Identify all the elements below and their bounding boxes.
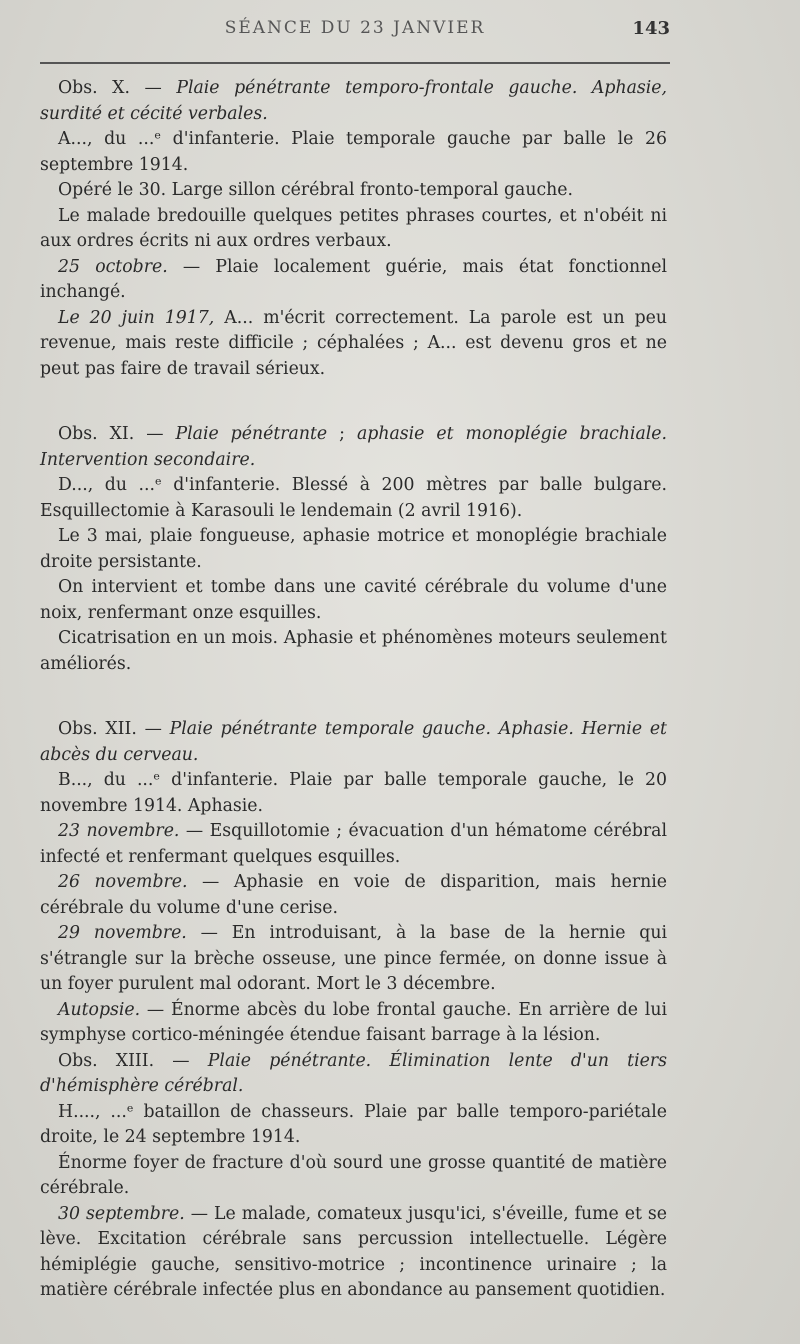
obs-x-paragraph bbox=[40, 255, 667, 306]
obs-xi-paragraph: Cicatrisation en un mois. Aphasie et phénomènes moteurs seulement améliorés. bbox=[40, 628, 667, 674]
obs-xii-paragraph bbox=[40, 819, 667, 870]
obs-xiii-paragraph: Énorme foyer de fracture d'où sourd une grosse quantité de matière cérébrale. bbox=[40, 1152, 667, 1198]
obs-xii-paragraph bbox=[40, 870, 667, 921]
obs-xiii-paragraph: H...., ...ᵉ bataillon de chasseurs. Plaie par balle temporo-pariétale droite, le 24 septembre 1914. bbox=[40, 1101, 667, 1147]
obs-xiii-label: Obs. XIII. — bbox=[58, 1050, 208, 1071]
obs-xi-title-a: Plaie pénétrante bbox=[175, 424, 328, 444]
obs-xiii-date: 30 septembre. bbox=[58, 1203, 185, 1224]
obs-xi-paragraph: D..., du ...ᵉ d'infanterie. Blessé à 200 mètres par balle bulgare. Esquillectomie à Karasouli le lendemain (2 avril 1916). bbox=[40, 475, 667, 521]
obs-xi-title-b: aphasie et monoplégie brachiale. Intervention secondaire. bbox=[40, 424, 668, 470]
obs-x-date: 25 octobre. bbox=[58, 256, 168, 277]
page-number: 143 bbox=[632, 18, 670, 39]
obs-xii-date: 29 novembre. bbox=[58, 923, 187, 943]
obs-x-date: Le 20 juin 1917, bbox=[58, 307, 215, 328]
running-head: SÉANCE DU 23 JANVIER bbox=[224, 18, 486, 38]
page-body bbox=[40, 76, 667, 1304]
obs-xii-date: Autopsie. bbox=[58, 999, 141, 1020]
obs-xii-date: 26 novembre. bbox=[58, 872, 188, 892]
obs-xi-heading bbox=[40, 422, 667, 473]
page-header bbox=[40, 18, 670, 48]
obs-xii-text: — Esquillotomie ; évacuation d'un hématome cérébral infecté et renfermant quelques esquilles. bbox=[40, 821, 668, 867]
obs-x-paragraph: Le malade bredouille quelques petites phrases courtes, et n'obéit ni aux ordres écrits ni aux ordres verbaux. bbox=[40, 205, 667, 251]
obs-x-paragraph bbox=[40, 306, 667, 383]
obs-xii-text: — Énorme abcès du lobe frontal gauche. En arrière de lui symphyse cortico-méningée étendue faisant barrage à la lésion. bbox=[40, 999, 667, 1045]
obs-xii-heading bbox=[40, 717, 667, 768]
obs-x-paragraph: Opéré le 30. Large sillon cérébral fronto-temporal gauche. bbox=[58, 180, 574, 200]
obs-xi-paragraph: Le 3 mai, plaie fongueuse, aphasie motrice et monoplégie brachiale droite persistante. bbox=[40, 526, 667, 572]
obs-xii-text: — En introduisant, à la base de la hernie qui s'étrangle sur la brèche osseuse, une pince fermée, on donne issue à un foyer purulent mal odorant. Mort le 3 décembre. bbox=[40, 923, 667, 994]
obs-xii-title: Plaie pénétrante temporale gauche. Aphasie. Hernie et abcès du cerveau. bbox=[40, 719, 667, 765]
obs-x-paragraph: A..., du ...ᵉ d'infanterie. Plaie temporale gauche par balle le 26 septembre 1914. bbox=[40, 129, 667, 175]
obs-xii-date: 23 novembre. bbox=[58, 821, 180, 841]
obs-x-text: A... m'écrit correctement. La parole est un peu revenue, mais reste difficile ; céphalées ; A... est devenu gros et ne peut pas faire de travail sérieux. bbox=[40, 307, 668, 379]
obs-xi-label: Obs. XI. — bbox=[58, 424, 176, 444]
obs-xii-paragraph bbox=[40, 998, 667, 1049]
obs-xii-paragraph bbox=[40, 921, 667, 998]
obs-xii-paragraph: B..., du ...ᵉ d'infanterie. Plaie par balle temporale gauche, le 20 novembre 1914. Aphasie. bbox=[40, 770, 667, 816]
obs-xi-title-sep: ; bbox=[327, 424, 357, 444]
obs-xii-text: — Aphasie en voie de disparition, mais hernie cérébrale du volume d'une cerise. bbox=[40, 872, 668, 918]
obs-xiii-text: — Le malade, comateux jusqu'ici, s'éveille, fume et se lève. Excitation cérébrale sans percussion intellectuelle. Légère hémiplégie gauche, sensitivo-motrice ; incontinence urinaire ; la matière cérébrale infectée plus en abondance au pansement quotidien. bbox=[40, 1203, 667, 1300]
obs-xiii-title: Plaie pénétrante. Élimination lente d'un tiers d'hémisphère cérébral. bbox=[40, 1050, 667, 1096]
obs-xiii-heading bbox=[40, 1049, 667, 1100]
obs-x-title: Plaie pénétrante temporo-frontale gauche. Aphasie, surdité et cécité verbales. bbox=[40, 78, 667, 124]
obs-x-heading bbox=[40, 76, 667, 127]
obs-xiii-paragraph bbox=[40, 1202, 667, 1304]
obs-xii-label: Obs. XII. — bbox=[58, 719, 170, 739]
obs-x-text: — Plaie localement guérie, mais état fonctionnel inchangé. bbox=[40, 256, 667, 302]
obs-x-label: Obs. X. — bbox=[58, 78, 177, 98]
obs-xi-paragraph: On intervient et tombe dans une cavité cérébrale du volume d'une noix, renfermant onze esquilles. bbox=[40, 577, 667, 623]
header-rule bbox=[40, 62, 670, 64]
